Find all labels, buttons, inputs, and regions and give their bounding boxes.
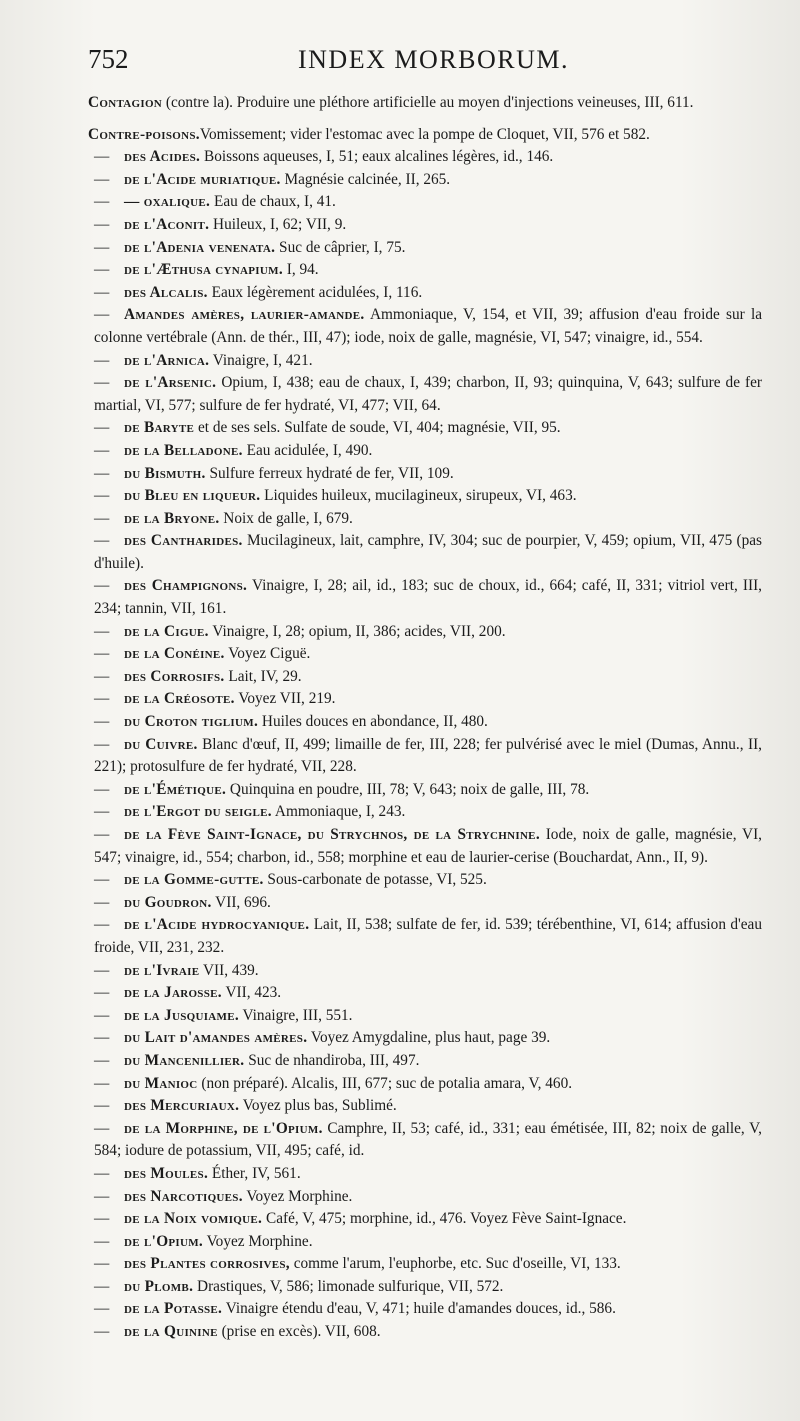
- entry-heading: du Lait d'amandes amères.: [124, 1029, 308, 1047]
- entry-text: Blanc d'œuf, II, 499; limaille de fer, III, 228; fer pulvérisé avec le miel (Dumas, Annu., II, 221); protosulfure de fer hydraté, VII, 228.: [94, 735, 762, 776]
- entry-heading: du Croton tiglium.: [124, 713, 259, 731]
- entry-dash: —: [94, 1097, 110, 1115]
- page-header: [88, 44, 762, 90]
- entry-text: Drastiques, V, 586; limonade sulfurique, VII, 572.: [193, 1277, 504, 1295]
- entry-text: Suc de nhandiroba, III, 497.: [244, 1051, 420, 1069]
- entry-heading: de la Belladone.: [124, 441, 243, 459]
- entry-heading: du Plomb.: [124, 1277, 194, 1295]
- entry-heading: du Cuivre.: [124, 735, 198, 753]
- index-entry: [88, 92, 762, 115]
- entry-text: Voyez VII, 219.: [234, 690, 336, 708]
- index-entry: [88, 372, 762, 417]
- entry-text: Voyez Ciguë.: [224, 645, 311, 663]
- entry-text: Mucilagineux, lait, camphre, IV, 304; suc de pourpier, V, 459; opium, VII, 475 (pas d'huile).: [94, 532, 762, 572]
- index-entry: [88, 1231, 762, 1254]
- index-entry: [88, 1095, 762, 1118]
- entry-text: Quinquina en poudre, III, 78; V, 643; noix de galle, III, 78.: [226, 780, 590, 798]
- entry-heading: Contre-poisons.: [88, 125, 200, 143]
- entry-text: I, 94.: [282, 261, 319, 279]
- entry-heading: de l'Æthusa cynapium.: [124, 261, 283, 279]
- index-entry: [88, 621, 762, 644]
- entry-heading: de Baryte: [124, 419, 195, 437]
- index-entry: [88, 824, 762, 869]
- entry-dash: —: [94, 306, 110, 324]
- entry-text: Café, V, 475; morphine, id., 476. Voyez Fève Saint-Ignace.: [262, 1210, 627, 1228]
- entry-heading: des Alcalis.: [124, 283, 208, 301]
- index-entry: [88, 282, 762, 305]
- entry-heading: de la Créosote.: [124, 690, 235, 708]
- entry-text: Vinaigre, I, 28; ail, id., 183; suc de choux, id., 664; café, II, 331; vitriol vert, III, 234; tannin, VII, 161.: [94, 577, 762, 618]
- index-entry: [88, 914, 762, 959]
- entry-dash: —: [94, 1300, 110, 1318]
- index-entry: [88, 1186, 762, 1209]
- entry-dash: —: [94, 419, 110, 437]
- entry-dash: —: [94, 238, 110, 256]
- entry-heading: des Plantes corrosives,: [124, 1255, 290, 1273]
- entry-text: Vinaigre, III, 551.: [239, 1006, 353, 1024]
- entry-dash: —: [94, 622, 110, 640]
- entry-heading: des Mercuriaux.: [124, 1097, 240, 1115]
- index-entry: [88, 237, 762, 260]
- entry-text: Huiles douces en abondance, II, 480.: [258, 713, 488, 731]
- entry-dash: —: [94, 261, 110, 279]
- entry-dash: —: [94, 735, 110, 753]
- entry-dash: —: [94, 645, 110, 663]
- entry-heading: de la Jusquiame.: [124, 1006, 239, 1024]
- entry-text: et de ses sels. Sulfate de soude, VI, 404; magnésie, VII, 95.: [194, 419, 561, 437]
- entry-text: Vinaigre, I, 28; opium, II, 386; acides, VII, 200.: [208, 622, 506, 640]
- entry-text: Voyez Amygdaline, plus haut, page 39.: [307, 1029, 551, 1047]
- index-entry: [88, 124, 762, 147]
- index-entry: [88, 1005, 762, 1028]
- entry-heading: de l'Opium.: [124, 1232, 204, 1250]
- entry-dash: —: [94, 713, 110, 731]
- index-entry: [88, 1073, 762, 1096]
- entry-dash: —: [94, 1232, 110, 1250]
- entry-heading: de la Potasse.: [124, 1300, 223, 1318]
- entry-dash: —: [94, 690, 110, 708]
- entry-dash: —: [94, 1187, 110, 1205]
- entry-text: Voyez Morphine.: [242, 1187, 353, 1205]
- entry-dash: —: [94, 374, 110, 392]
- index-entry: [88, 801, 762, 824]
- index-entry: [88, 1027, 762, 1050]
- index-entry: [88, 530, 762, 575]
- entry-heading: des Moules.: [124, 1164, 209, 1182]
- entry-dash: —: [94, 1323, 110, 1341]
- entry-heading: de la Noix vomique.: [124, 1210, 263, 1228]
- entry-text: Lait, II, 538; sulfate de fer, id. 539; térébenthine, VI, 614; affusion d'eau froide, VII, 231, 232.: [94, 916, 762, 956]
- entry-text: Voyez plus bas, Sublimé.: [239, 1097, 397, 1115]
- index-entry: [88, 734, 762, 779]
- entry-dash: —: [94, 1051, 110, 1069]
- entry-heading: du Bismuth.: [124, 464, 206, 482]
- entry-text: VII, 423.: [221, 984, 282, 1002]
- index-entry: [88, 643, 762, 666]
- entry-heading: de la Jarosse.: [124, 984, 222, 1002]
- index-entry: [88, 1298, 762, 1321]
- entry-heading: Amandes amères, laurier-amande.: [124, 306, 365, 324]
- entry-text: (prise en excès). VII, 608.: [217, 1323, 381, 1341]
- entry-heading: de la Morphine, de l'Opium.: [124, 1119, 323, 1137]
- entry-heading: du Bleu en liqueur.: [124, 487, 261, 505]
- entry-text: Vinaigre, I, 421.: [209, 351, 313, 369]
- index-entry: [88, 417, 762, 440]
- entry-heading: de l'Adenia venenata.: [124, 238, 276, 256]
- entry-text: (contre la). Produire une pléthore artificielle au moyen d'injections veineuses, III, 611.: [162, 94, 694, 111]
- entry-heading: de l'Arsenic.: [124, 374, 217, 392]
- entry-heading: Contagion: [88, 94, 163, 111]
- entry-heading: de l'Ivraie: [124, 961, 200, 979]
- index-entry: [88, 508, 762, 531]
- entry-dash: —: [94, 871, 110, 889]
- entry-heading: de l'Acide muriatique.: [124, 170, 281, 188]
- index-entry: [88, 350, 762, 373]
- entry-dash: —: [94, 215, 110, 233]
- entry-dash: —: [94, 1074, 110, 1092]
- entry-heading: des Cantharides.: [124, 532, 243, 550]
- entry-text: Sous-carbonate de potasse, VI, 525.: [263, 871, 487, 889]
- entry-text: VII, 696.: [211, 893, 271, 911]
- entry-dash: —: [94, 1029, 110, 1047]
- entry-text: VII, 439.: [199, 961, 259, 979]
- entry-dash: —: [94, 803, 110, 821]
- entry-text: Boissons aqueuses, I, 51; eaux alcalines légères, id., 146.: [200, 148, 554, 166]
- entry-text: Ammoniaque, V, 154, et VII, 39; affusion d'eau froide sur la colonne vertébrale (Ann. de thér., III, 47); iode, noix de galle, magnésie, VI, 547; vinaigre, id., 554.: [94, 306, 762, 346]
- entry-heading: de la Conéine.: [124, 645, 225, 663]
- entry-text: Magnésie calcinée, II, 265.: [280, 170, 451, 188]
- entry-heading: de l'Ergot du seigle.: [124, 803, 272, 821]
- entry-dash: —: [94, 961, 110, 979]
- entry-dash: —: [94, 148, 110, 166]
- entry-dash: —: [94, 780, 110, 798]
- index-entry: [88, 1118, 762, 1163]
- index-entry: [88, 666, 762, 689]
- index-entry: [88, 1253, 762, 1276]
- entry-dash: —: [94, 1255, 110, 1273]
- entry-text: Noix de galle, I, 679.: [219, 509, 353, 527]
- entry-text: Voyez Morphine.: [203, 1232, 313, 1250]
- entry-text: Eau acidulée, I, 490.: [242, 441, 373, 459]
- entry-text: Vinaigre étendu d'eau, V, 471; huile d'amandes douces, id., 586.: [222, 1300, 616, 1318]
- entry-text: Liquides huileux, mucilagineux, sirupeux, VI, 463.: [260, 487, 577, 505]
- entry-text: Camphre, II, 53; café, id., 331; eau émétisée, III, 82; noix de galle, V, 584; iodure de potassium, VII, 495; café, id.: [94, 1119, 762, 1160]
- index-entry: [88, 1276, 762, 1299]
- entry-heading: de la Cigue.: [124, 622, 209, 640]
- entry-text: Ammoniaque, I, 243.: [271, 803, 406, 821]
- entry-text: Iode, noix de galle, magnésie, VI, 547; vinaigre, id., 554; charbon, id., 558; morphine et eau de laurier-cerise (Bouchardat, Ann., II, 9).: [94, 826, 762, 866]
- entry-dash: —: [94, 826, 110, 843]
- entry-heading: de l'Aconit.: [124, 215, 210, 233]
- entry-dash: —: [94, 1119, 110, 1137]
- entry-dash: —: [94, 893, 110, 911]
- entry-dash: —: [94, 916, 110, 934]
- entry-dash: —: [94, 1210, 110, 1228]
- entry-dash: —: [94, 1006, 110, 1024]
- entry-heading: de la Quinine: [124, 1323, 218, 1341]
- index-entry: [88, 688, 762, 711]
- index-entry: [88, 440, 762, 463]
- entry-heading: du Mancenillier.: [124, 1051, 245, 1069]
- entry-text: Opium, I, 438; eau de chaux, I, 439; charbon, II, 93; quinquina, V, 643; sulfure de fer martial, VI, 577; sulfure de fer hydraté, VI, 477; VII, 64.: [94, 374, 763, 414]
- index-entry: [88, 982, 762, 1005]
- index-entry: [88, 1163, 762, 1186]
- entry-heading: du Goudron.: [124, 893, 212, 911]
- index-entry: [88, 575, 762, 620]
- entry-text: Huileux, I, 62; VII, 9.: [209, 215, 347, 233]
- index-entry: [88, 463, 762, 486]
- entry-text: Vomissement; vider l'estomac avec la pompe de Cloquet, VII, 576 et 582.: [199, 125, 650, 143]
- index-entry: [88, 711, 762, 734]
- entry-dash: —: [94, 464, 110, 482]
- entry-heading: de l'Arnica.: [124, 351, 210, 369]
- index-entry: [88, 191, 762, 214]
- running-title: INDEX MORBORUM.: [298, 45, 569, 74]
- page-number: 752: [88, 44, 129, 74]
- index-entry: [88, 304, 762, 349]
- index-entry: [88, 1050, 762, 1073]
- index-entry: [88, 892, 762, 915]
- index-entry: [88, 169, 762, 192]
- entry-dash: —: [94, 487, 110, 505]
- entry-heading: — oxalique.: [124, 193, 211, 211]
- entry-text: Eaux légèrement acidulées, I, 116.: [207, 283, 423, 301]
- index-entry: [88, 960, 762, 983]
- entry-dash: —: [94, 667, 110, 685]
- entry-heading: des Champignons.: [124, 577, 248, 595]
- index-entry: [88, 485, 762, 508]
- entry-dash: —: [94, 283, 110, 301]
- entry-heading: de la Gomme-gutte.: [124, 871, 264, 889]
- entry-heading: des Acides.: [124, 148, 201, 166]
- entry-dash: —: [94, 1164, 110, 1182]
- entry-text: Eau de chaux, I, 41.: [210, 193, 336, 211]
- entry-heading: de l'Émétique.: [124, 780, 227, 798]
- entry-heading: de l'Acide hydrocyanique.: [124, 916, 310, 934]
- entry-text: (non préparé). Alcalis, III, 677; suc de potalia amara, V, 460.: [197, 1074, 573, 1092]
- entry-text: Lait, IV, 29.: [224, 667, 302, 685]
- entry-heading: des Narcotiques.: [124, 1187, 243, 1205]
- index-entry: [88, 146, 762, 169]
- entry-dash: —: [94, 984, 110, 1002]
- entry-dash: —: [94, 193, 110, 211]
- entry-heading: de la Fève Saint-Ignace, du Strychnos, de la Strychnine.: [124, 826, 540, 843]
- entry-dash: —: [94, 1277, 110, 1295]
- index-entry: [88, 869, 762, 892]
- entry-text: Sulfure ferreux hydraté de fer, VII, 109.: [205, 464, 454, 482]
- entry-text: Suc de câprier, I, 75.: [275, 238, 406, 256]
- entry-dash: —: [94, 441, 110, 459]
- entry-dash: —: [94, 170, 110, 188]
- index-entry: [88, 1208, 762, 1231]
- entry-dash: —: [94, 351, 110, 369]
- index-entry: [88, 214, 762, 237]
- entry-dash: —: [94, 532, 110, 550]
- entry-dash: —: [94, 577, 110, 595]
- entry-heading: du Manioc: [124, 1074, 198, 1092]
- entry-heading: des Corrosifs.: [124, 667, 225, 685]
- index-entry: [88, 1321, 762, 1344]
- index-entries: [88, 92, 762, 1344]
- entry-dash: —: [94, 509, 110, 527]
- index-entry: [88, 259, 762, 282]
- entry-text: comme l'arum, l'euphorbe, etc. Suc d'oseille, VI, 133.: [289, 1255, 621, 1273]
- entry-text: Éther, IV, 561.: [208, 1164, 301, 1182]
- index-entry: [88, 779, 762, 802]
- entry-heading: de la Bryone.: [124, 509, 220, 527]
